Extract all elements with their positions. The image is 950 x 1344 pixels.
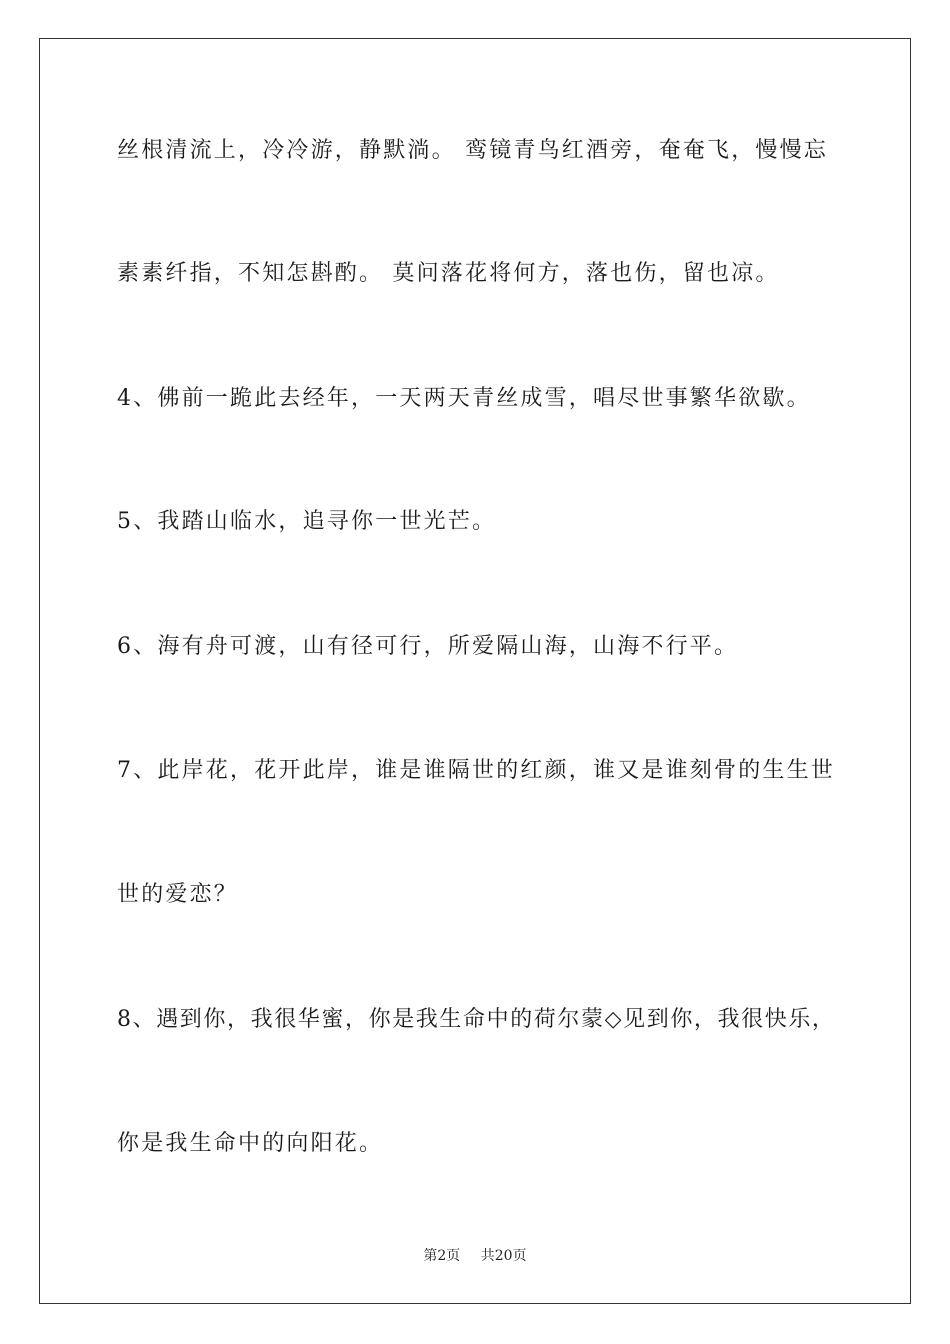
text-line: 素素纤指，不知怎斟酌。 莫问落花将何方，落也伤，留也凉。 — [117, 261, 780, 286]
text-line: 5、我踏山临水，追寻你一世光芒。 — [117, 509, 497, 534]
text-line: 丝根清流上，冷冷游，静默淌。 鸾镜青鸟红酒旁，奄奄飞，慢慢忘 — [117, 138, 828, 163]
page-number: 第2页 — [423, 1248, 461, 1264]
page-frame — [39, 38, 911, 1304]
page-footer — [0, 1247, 950, 1265]
text-line: 8、遇到你，我很华蜜，你是我生命中的荷尔蒙◇见到你，我很快乐， — [117, 1007, 836, 1032]
text-line: 4、佛前一跪此去经年，一天两天青丝成雪，唱尽世事繁华欲歇。 — [117, 386, 811, 411]
text-line: 你是我生命中的向阳花。 — [117, 1131, 384, 1156]
text-line: 世的爱恋？ — [117, 882, 239, 907]
text-line: 6、海有舟可渡，山有径可行，所爱隔山海，山海不行平。 — [117, 634, 739, 659]
page-total: 共20页 — [480, 1248, 527, 1264]
text-line: 7、此岸花，花开此岸，谁是谁隔世的红颜，谁又是谁刻骨的生生世 — [117, 758, 835, 783]
